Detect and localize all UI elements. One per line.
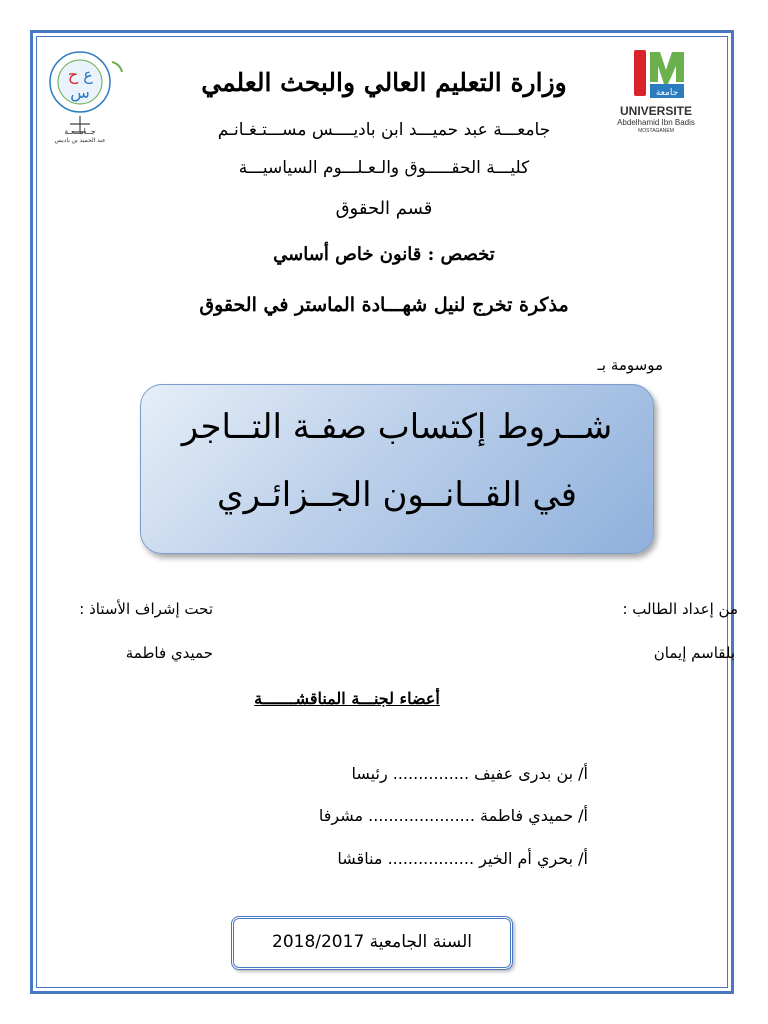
- department-name: قسم الحقوق: [335, 198, 433, 219]
- svg-text:جامعة: جامعة: [655, 88, 679, 98]
- university-logo-city: MOSTAGANEM: [638, 128, 674, 134]
- ministry-name: وزارة التعليم العالي والبحث العلمي: [201, 68, 567, 97]
- university-logo-subname: Abdelhamid Ibn Badis: [617, 118, 695, 127]
- committee-title: أعضاء لجنـــة المناقشـــــــة: [254, 689, 440, 708]
- committee-member: أ/ بن بدرى عفيف ............... رئيسا: [351, 764, 588, 783]
- academic-year-box: [231, 916, 513, 970]
- academic-year: السنة الجامعية 2018/2017: [272, 932, 472, 952]
- university-name: جامعـــة عبد حميـــد ابن باديــــس مســـتـغـانـم: [217, 120, 551, 140]
- faculty-logo-line2: عبد الحميد بن باديس: [54, 138, 106, 144]
- faculty-logo-line1: جــامــعـة: [64, 127, 96, 136]
- supervisor-name: حميدي فاطمة: [125, 644, 213, 662]
- faculty-logo: [40, 42, 140, 152]
- memoir-description: مذكرة تخرج لنيل شهـــادة الماستر في الحقوق: [199, 294, 569, 316]
- supervisor-label: تحت إشراف الأستاذ :: [79, 600, 213, 618]
- thesis-title-line2: في القــانــون الجــزائـري: [216, 475, 578, 515]
- university-logo-name: UNIVERSITE: [619, 104, 692, 118]
- specialty: تخصص : قانون خاص أساسي: [273, 244, 495, 265]
- student-name: بلقاسم إيمان: [653, 644, 735, 662]
- svg-text:ح: ح: [67, 65, 79, 84]
- svg-text:ع: ع: [83, 65, 93, 84]
- student-label: من إعداد الطالب :: [622, 600, 738, 618]
- svg-text:س: س: [70, 83, 90, 102]
- titled-label: موسومة بـ: [597, 356, 663, 374]
- thesis-title-line1: شــروط إكتساب صفـة التــاجر: [181, 407, 613, 447]
- faculty-name: كليـــة الحقـــــوق والـعـلـــوم السياسيـــة: [238, 158, 530, 178]
- committee-member: أ/ حميدي فاطمة ..................... مشرفا: [318, 806, 588, 825]
- thesis-title-box: [140, 384, 654, 554]
- committee-member: أ/ بحري أم الخير ................. مناقشا: [337, 849, 588, 868]
